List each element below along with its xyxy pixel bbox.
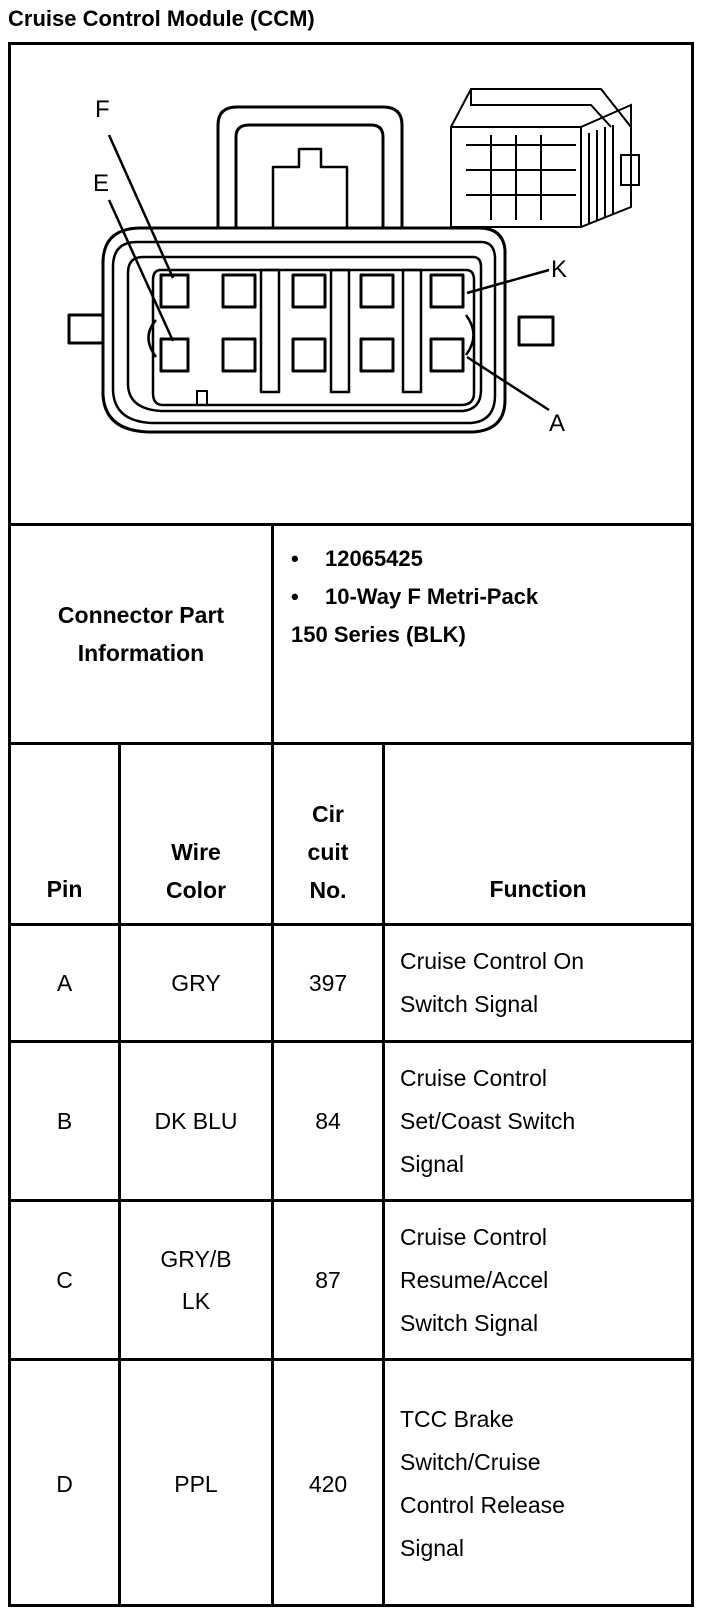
function-line: Control Release [400, 1492, 565, 1518]
function-line: Switch Signal [400, 1309, 539, 1336]
function-line: Cruise Control On [400, 948, 585, 974]
pinout-sheet [8, 42, 694, 1607]
connector-info-values: • 12065425 • 10-Way F Metri-Pack 150 Series (BLK) [281, 540, 681, 654]
connector-description-cont: 150 Series (BLK) [291, 622, 466, 647]
table-row-d-function [385, 1361, 691, 1607]
pin-label-f: F [95, 96, 110, 123]
table-row-b-pin: B [56, 1108, 73, 1134]
table-row-b-function [385, 1043, 691, 1199]
table-row-a-function [385, 926, 691, 1040]
wire-line: GRY/B [160, 1246, 232, 1272]
function-line: Resume/Accel [400, 1266, 549, 1293]
table-row-a-circuit: 397 [308, 970, 348, 996]
header-wire-color-line: Color [165, 877, 227, 903]
pin-label-e: E [93, 170, 110, 197]
table-row-c-pin: C [56, 1267, 73, 1293]
table-row-c-wire [121, 1202, 271, 1358]
header-circuit-line: cuit [307, 839, 349, 865]
function-line: Switch/Cruise [400, 1449, 541, 1475]
header-wire-color-line: Wire [171, 839, 221, 865]
wire-line: LK [181, 1288, 211, 1314]
document-title: Cruise Control Module (CCM) [8, 6, 315, 31]
header-function: Function [489, 876, 587, 902]
connector-info-label-line: Information [77, 640, 205, 666]
part-number: 12065425 [325, 546, 423, 571]
table-row-a-pin: A [56, 970, 73, 996]
function-line: Cruise Control [400, 1223, 547, 1250]
table-row-c-function [385, 1202, 691, 1358]
table-row-d-pin: D [56, 1471, 73, 1497]
table-row-b-circuit: 84 [315, 1108, 341, 1134]
header-pin: Pin [46, 876, 83, 902]
header-wire-color [121, 745, 271, 923]
header-circuit-line: No. [309, 877, 347, 903]
connector-description: 10-Way F Metri-Pack [325, 584, 539, 609]
header-circuit-line: Cir [312, 801, 344, 827]
function-line: Signal [400, 1150, 464, 1177]
divider [271, 523, 274, 745]
table-row-d-circuit: 420 [308, 1471, 348, 1497]
table-row-b-wire: DK BLU [154, 1108, 238, 1134]
function-line: TCC Brake [400, 1406, 514, 1432]
table-row-a-wire: GRY [171, 970, 221, 996]
connector-face-drawing [11, 45, 691, 543]
pin-label-k: K [551, 256, 568, 283]
connector-info-label [11, 526, 271, 742]
pin-label-a: A [549, 410, 566, 437]
function-line: Switch Signal [400, 991, 539, 1017]
function-line: Cruise Control [400, 1064, 547, 1091]
header-circuit [274, 745, 382, 923]
connector-info-label-line: Connector Part [57, 602, 225, 628]
table-row-d-wire: PPL [174, 1471, 218, 1497]
function-line: Signal [400, 1535, 464, 1561]
connector-diagram [11, 45, 691, 543]
function-line: Set/Coast Switch [400, 1107, 576, 1134]
table-row-c-circuit: 87 [315, 1267, 341, 1293]
